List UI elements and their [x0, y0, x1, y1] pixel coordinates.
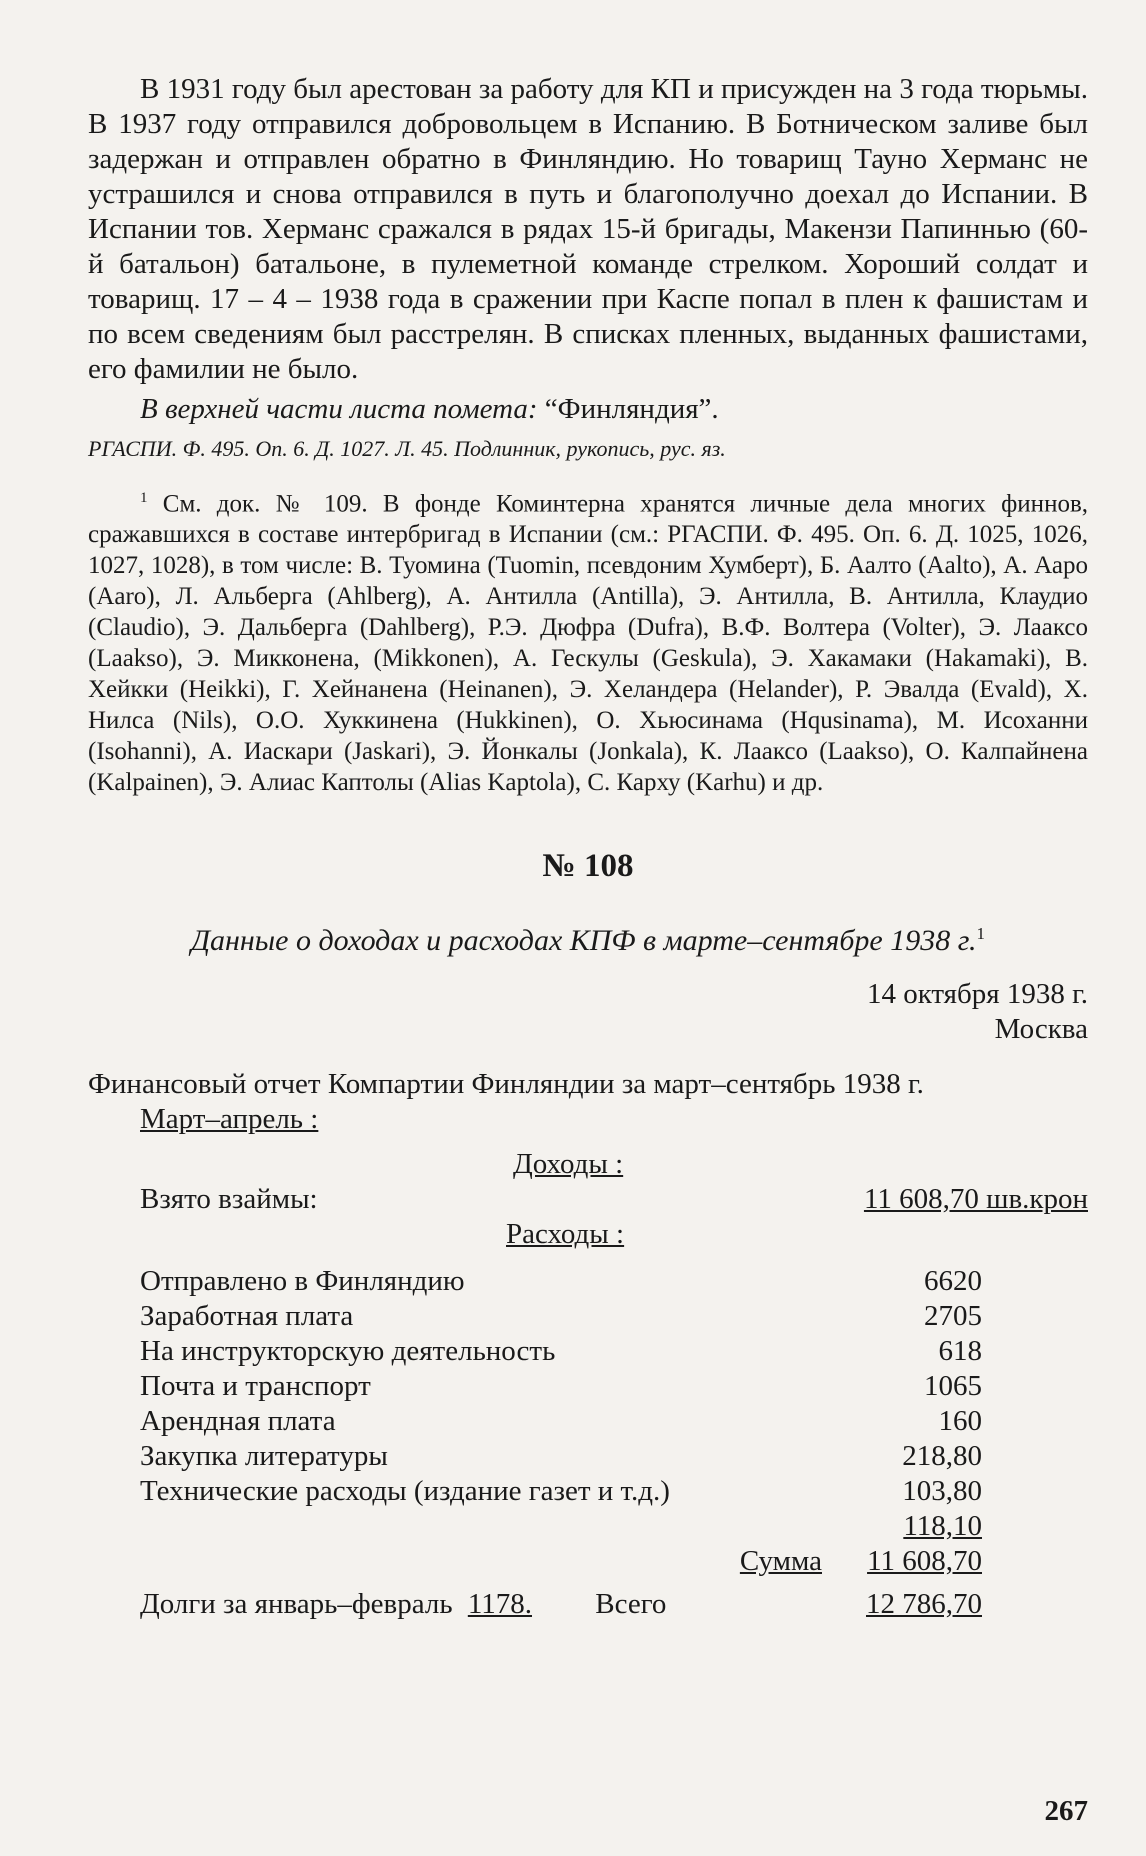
- expense-row: [88, 1474, 1088, 1509]
- debts-label: Долги за январь–февраль: [140, 1588, 453, 1621]
- expense-row: [88, 1369, 1088, 1404]
- expense-value: 618: [938, 1335, 982, 1368]
- margin-note: [88, 392, 1088, 427]
- total-value-text: 12 786,70: [866, 1588, 982, 1621]
- expense-label: Заработная плата: [140, 1300, 354, 1333]
- expense-value: 1065: [924, 1370, 982, 1403]
- expense-label: Почта и транспорт: [140, 1370, 371, 1403]
- margin-note-prefix: В верхней части листа помета:: [140, 393, 538, 425]
- expenses-heading-text: Расходы :: [506, 1218, 625, 1251]
- expenses-heading: [506, 1217, 1088, 1252]
- expense-value: 160: [938, 1405, 982, 1438]
- expense-value: 218,80: [902, 1440, 982, 1473]
- income-value: 11 608,70 шв.крон: [863, 1183, 1088, 1216]
- expense-value: 103,80: [902, 1475, 982, 1508]
- report-heading: Финансовый отчет Компартии Финляндии за март–сентябрь 1938 г.: [88, 1068, 924, 1101]
- sum-label: [88, 1544, 838, 1579]
- sum-label-text: Сумма: [739, 1545, 822, 1578]
- expense-label: Арендная плата: [140, 1405, 336, 1438]
- sum-value: [838, 1544, 1088, 1579]
- expense-label: Отправлено в Финляндию: [140, 1265, 465, 1298]
- expense-label: На инструкторскую деятельность: [140, 1335, 556, 1368]
- period-label: [140, 1102, 1088, 1137]
- expense-row: [88, 1404, 1088, 1439]
- page-number: 267: [1044, 1795, 1088, 1827]
- income-label: Взято взаймы:: [140, 1183, 318, 1216]
- document-date: 14 октября 1938 г.: [866, 978, 1088, 1011]
- expense-row: [88, 1334, 1088, 1369]
- debts-cell: [88, 1587, 838, 1622]
- archive-source: РГАСПИ. Ф. 495. Оп. 6. Д. 1027. Л. 45. Подлинник, рукопись, рус. яз.: [88, 436, 726, 461]
- footnote-mark: 1: [140, 490, 148, 506]
- document-place: Москва: [994, 1013, 1088, 1046]
- document-title: [88, 916, 1088, 959]
- income-heading: [513, 1147, 1088, 1182]
- expense-label: Технические расходы (издание газет и т.д.): [140, 1475, 670, 1508]
- expense-value: 6620: [924, 1265, 982, 1298]
- document-page: [88, 72, 1088, 1622]
- expense-row: [88, 1264, 1088, 1299]
- footnote-text: См. док. № 109. В фонде Коминтерна хранятся личные дела многих финнов, сражавшихся в составе интербригад в Испании (см.: РГАСПИ. Ф. 495. Оп. 6. Д. 1025, 1026, 1027, 1028), в том числе: В. Туомина (Tuomin, псевдоним Хумберт), Б. Аалто (Aalto), А. Ааро (Aaro), Л. Альберга (Ahlberg), А. Антилла (Antilla), Э. Антилла, В. Антилла, Клаудио (Claudio), Э. Дальберга (Dahlberg), Р.Э. Дюфра (Dufra), В.Ф. Волтера (Volter), Э. Лааксо (Laakso), Э. Микконена, (Mikkonen), А. Гескулы (Geskula), Э. Хакамаки (Hakamaki), В. Хейкки (Heikki), Г. Хейнанена (Heinanen), Э. Хеландера (Helander), Р. Эвалда (Evald), Х. Нилса (Nils), О.О. Хуккинена (Hukkinen), О. Хьюсинама (Hqusinama), М. Исоханни (Isohanni), А. Иаскари (Jaskari), Э. Йонкалы (Jonkala), К. Лааксо (Laakso), О. Калпайнена (Kalpainen), Э. Алиас Каптолы (Alias Kaptola), С. Карху (Karhu) и др.: [88, 490, 1088, 797]
- income-heading-text: Доходы :: [513, 1148, 624, 1181]
- debts-value: 1178.: [467, 1588, 532, 1621]
- expense-row: [88, 1509, 1088, 1544]
- expense-value: 118,10: [903, 1510, 982, 1543]
- body-paragraph: В 1931 году был арестован за работу для КП и присужден на 3 года тюрьмы. В 1937 году отправился добровольцем в Испанию. В Ботническом заливе был задержан и отправлен обратно в Финляндию. Но товарищ Тауно Херманс не устрашился и снова отправился в путь и благополучно доехал до Испании. В Испании тов. Херманс сражался в рядах 15-й бригады, Макензи Папиннью (60-й батальон) батальоне, в пулеметной команде стрелком. Хороший солдат и товарищ. 17 – 4 – 1938 года в сражении при Каспе попал в плен к фашистам и по всем сведениям был расстрелян. В списках пленных, выданных фашистами, его фамилии не было.: [88, 73, 1088, 385]
- expense-row: [88, 1299, 1088, 1334]
- margin-note-value: “Финляндия”.: [537, 393, 719, 425]
- total-value: [838, 1587, 1088, 1622]
- footnote: [88, 483, 1088, 798]
- expenses-list: [88, 1264, 1088, 1544]
- expense-label: Закупка литературы: [140, 1440, 388, 1473]
- document-number: № 108: [542, 848, 634, 885]
- document-title-mark: 1: [976, 924, 986, 944]
- total-label: Всего: [595, 1588, 667, 1621]
- income-row: [88, 1182, 1088, 1217]
- expense-row: [88, 1439, 1088, 1474]
- period-label-text: Март–апрель :: [140, 1103, 319, 1136]
- expense-value: 2705: [924, 1300, 982, 1333]
- sum-row: [88, 1544, 1088, 1579]
- sum-value-text: 11 608,70: [867, 1545, 982, 1578]
- total-row: [88, 1587, 1088, 1622]
- document-title-text: Данные о доходах и расходах КПФ в марте–сентябре 1938 г.: [190, 924, 977, 958]
